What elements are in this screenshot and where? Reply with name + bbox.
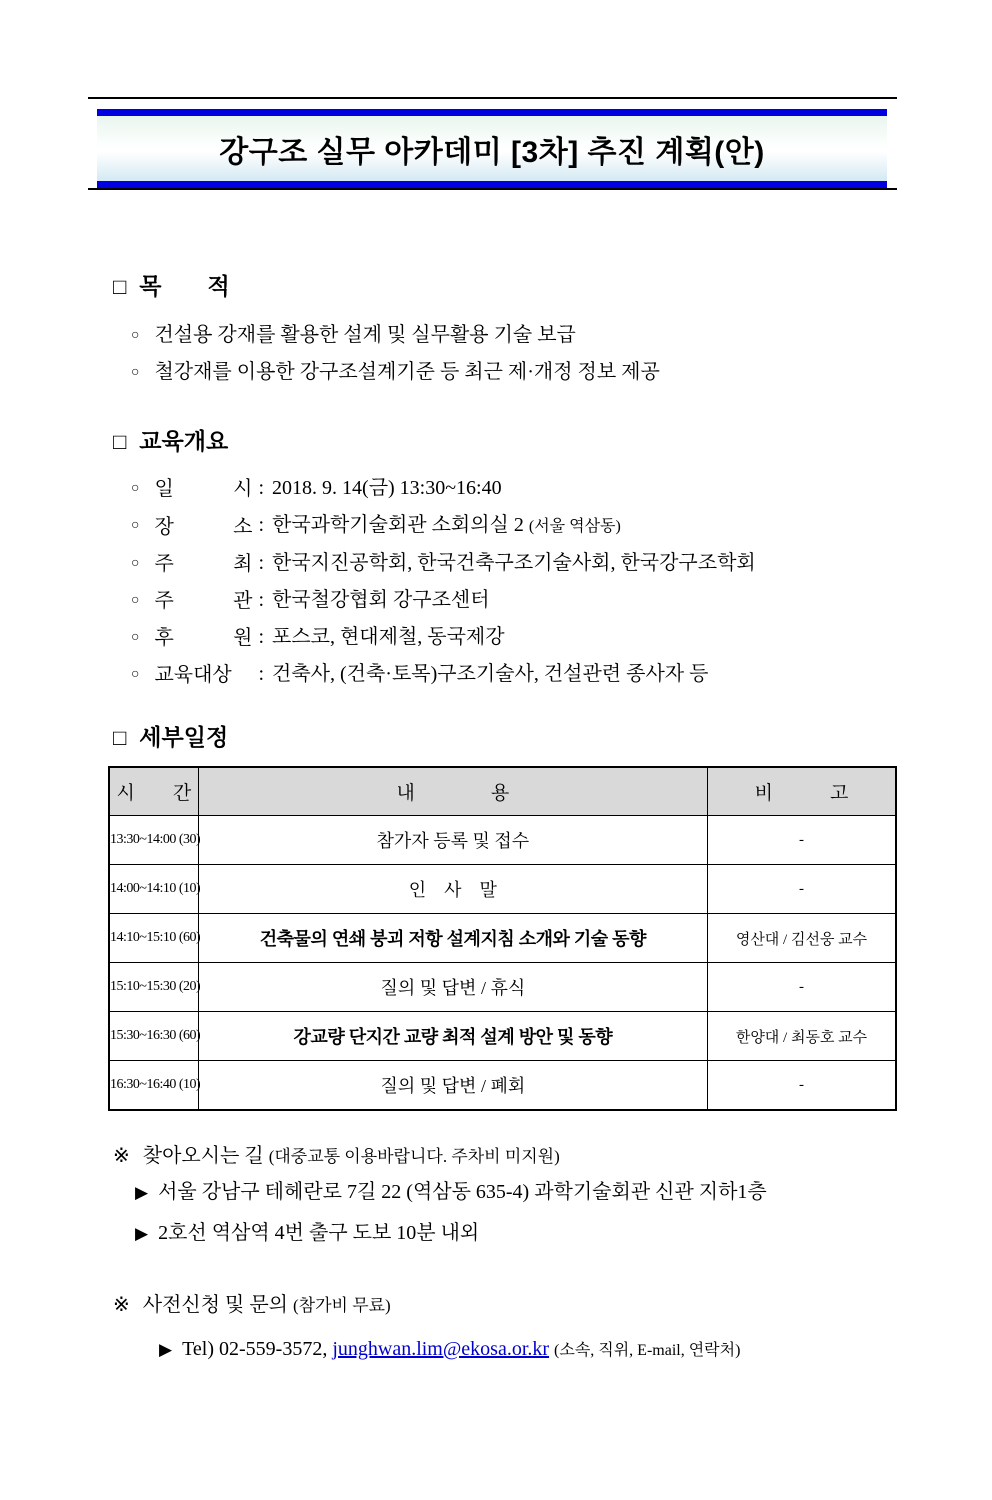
- overview-item-note: (서울 역삼동): [528, 518, 621, 535]
- square-bullet-icon: □: [113, 429, 127, 454]
- colon-separator: :: [258, 552, 265, 574]
- list-item: [131, 582, 992, 619]
- schedule-content: 질의 및 답변 / 폐회: [198, 1061, 707, 1111]
- contact-title-line: [113, 1290, 992, 1321]
- overview-item-value: 건축사, (건축·토목)구조기술사, 건설관련 종사자 등: [272, 663, 709, 685]
- list-item: [131, 545, 992, 582]
- directions-title-note: (대중교통 이용바랍니다. 주차비 미지원): [268, 1147, 560, 1166]
- overview-item-label: 장 소: [154, 516, 253, 538]
- table-row: [109, 914, 896, 963]
- col-header-note: 비 고: [708, 767, 897, 816]
- schedule-content: 강교량 단지간 교량 최적 설계 방안 및 동향: [198, 1012, 707, 1061]
- banner-bottom-rule: [88, 188, 897, 190]
- purpose-list: [131, 317, 992, 391]
- directions-title: 찾아오시는 길: [142, 1145, 264, 1167]
- page-title: 강구조 실무 아카데미 [3차] 추진 계획(안): [219, 135, 765, 169]
- schedule-note: 한양대 / 최동호 교수: [708, 1012, 897, 1061]
- schedule-time: 15:10~15:30 (20): [109, 963, 198, 1012]
- overview-item-label: 일 시: [154, 478, 253, 500]
- arrow-bullet-icon: ▶: [135, 1224, 149, 1243]
- schedule-time: 14:10~15:10 (60): [109, 914, 198, 963]
- list-item: [131, 656, 992, 693]
- table-row: [109, 1012, 896, 1061]
- col-header-time: 시 간: [109, 767, 198, 816]
- list-item: [131, 317, 992, 354]
- overview-item-value: 2018. 9. 14(금) 13:30~16:40: [272, 477, 502, 499]
- schedule-content: 참가자 등록 및 접수: [198, 816, 707, 865]
- circle-bullet-icon: ○: [131, 328, 140, 343]
- section-heading-schedule: [113, 723, 992, 752]
- schedule-time: 14:00~14:10 (10): [109, 865, 198, 914]
- circle-bullet-icon: ○: [131, 518, 140, 533]
- contact-title: 사전신청 및 문의: [142, 1294, 289, 1316]
- schedule-table: [108, 766, 897, 1111]
- colon-separator: :: [258, 663, 265, 685]
- schedule-note: -: [708, 963, 897, 1012]
- overview-heading-label: 교육개요: [139, 428, 229, 454]
- overview-item-value: 포스코, 현대제철, 동국제강: [272, 626, 505, 648]
- directions-title-line: [113, 1141, 992, 1172]
- purpose-heading-label: 목 적: [139, 273, 230, 299]
- directions-section: [113, 1141, 992, 1254]
- title-banner: [97, 109, 887, 188]
- schedule-note: -: [708, 1061, 897, 1111]
- circle-bullet-icon: ○: [131, 481, 140, 496]
- reference-mark-icon: ※: [113, 1145, 130, 1167]
- purpose-item-text: 건설용 강재를 활용한 설계 및 실무활용 기술 보급: [154, 324, 576, 346]
- email-link[interactable]: junghwan.lim@ekosa.or.kr: [332, 1338, 550, 1360]
- arrow-bullet-icon: ▶: [159, 1340, 173, 1359]
- tel-number: Tel) 02-559-3572,: [182, 1338, 328, 1360]
- schedule-note: -: [708, 865, 897, 914]
- colon-separator: :: [258, 514, 265, 536]
- col-header-content: 내 용: [198, 767, 707, 816]
- table-row: [109, 865, 896, 914]
- directions-line-text: 2호선 역삼역 4번 출구 도보 10분 내외: [158, 1222, 480, 1244]
- overview-item-label: 교육대상: [154, 664, 232, 686]
- directions-line: [135, 1213, 992, 1254]
- circle-bullet-icon: ○: [131, 667, 140, 682]
- list-item: [131, 507, 992, 545]
- list-item: [131, 354, 992, 391]
- contact-suffix: (소속, 직위, E-mail, 연락처): [554, 1342, 741, 1359]
- reference-mark-icon: ※: [113, 1294, 130, 1316]
- overview-item-label: 주 관: [154, 590, 253, 612]
- square-bullet-icon: □: [113, 274, 127, 299]
- circle-bullet-icon: ○: [131, 365, 140, 380]
- table-row: [109, 963, 896, 1012]
- circle-bullet-icon: ○: [131, 593, 140, 608]
- square-bullet-icon: □: [113, 725, 127, 750]
- overview-item-label: 후 원: [154, 627, 253, 649]
- circle-bullet-icon: ○: [131, 556, 140, 571]
- overview-item-label: 주 최: [154, 553, 253, 575]
- overview-item-value: 한국철강협회 강구조센터: [272, 589, 490, 611]
- schedule-content: 질의 및 답변 / 휴식: [198, 963, 707, 1012]
- circle-bullet-icon: ○: [131, 630, 140, 645]
- contact-tel-line: [159, 1329, 992, 1371]
- contact-title-note: (참가비 무료): [293, 1296, 391, 1315]
- section-heading-purpose: [113, 272, 992, 301]
- overview-item-value: 한국과학기술회관 소회의실 2: [272, 514, 524, 536]
- overview-list: [131, 470, 992, 693]
- colon-separator: :: [258, 589, 265, 611]
- purpose-item-text: 철강재를 이용한 강구조설계기준 등 최근 제·개정 정보 제공: [154, 361, 660, 383]
- arrow-bullet-icon: ▶: [135, 1183, 149, 1202]
- schedule-time: 15:30~16:30 (60): [109, 1012, 198, 1061]
- table-row: [109, 816, 896, 865]
- contact-section: [113, 1290, 992, 1371]
- directions-line: [135, 1172, 992, 1213]
- overview-item-value: 한국지진공학회, 한국건축구조기술사회, 한국강구조학회: [272, 552, 756, 574]
- schedule-content: 건축물의 연쇄 붕괴 저항 설계지침 소개와 기술 동향: [198, 914, 707, 963]
- schedule-note: -: [708, 816, 897, 865]
- table-row: [109, 1061, 896, 1111]
- colon-separator: :: [258, 626, 265, 648]
- schedule-time: 16:30~16:40 (10): [109, 1061, 198, 1111]
- schedule-heading-label: 세부일정: [139, 724, 229, 750]
- list-item: [131, 470, 992, 507]
- schedule-time: 13:30~14:00 (30): [109, 816, 198, 865]
- directions-line-text: 서울 강남구 테헤란로 7길 22 (역삼동 635-4) 과학기술회관 신관 지하1층: [158, 1181, 767, 1203]
- section-heading-overview: [113, 427, 992, 456]
- schedule-note: 영산대 / 김선웅 교수: [708, 914, 897, 963]
- list-item: [131, 619, 992, 656]
- schedule-content: 인 사 말: [198, 865, 707, 914]
- colon-separator: :: [258, 477, 265, 499]
- table-header-row: [109, 767, 896, 816]
- banner-top-rule: [88, 97, 897, 99]
